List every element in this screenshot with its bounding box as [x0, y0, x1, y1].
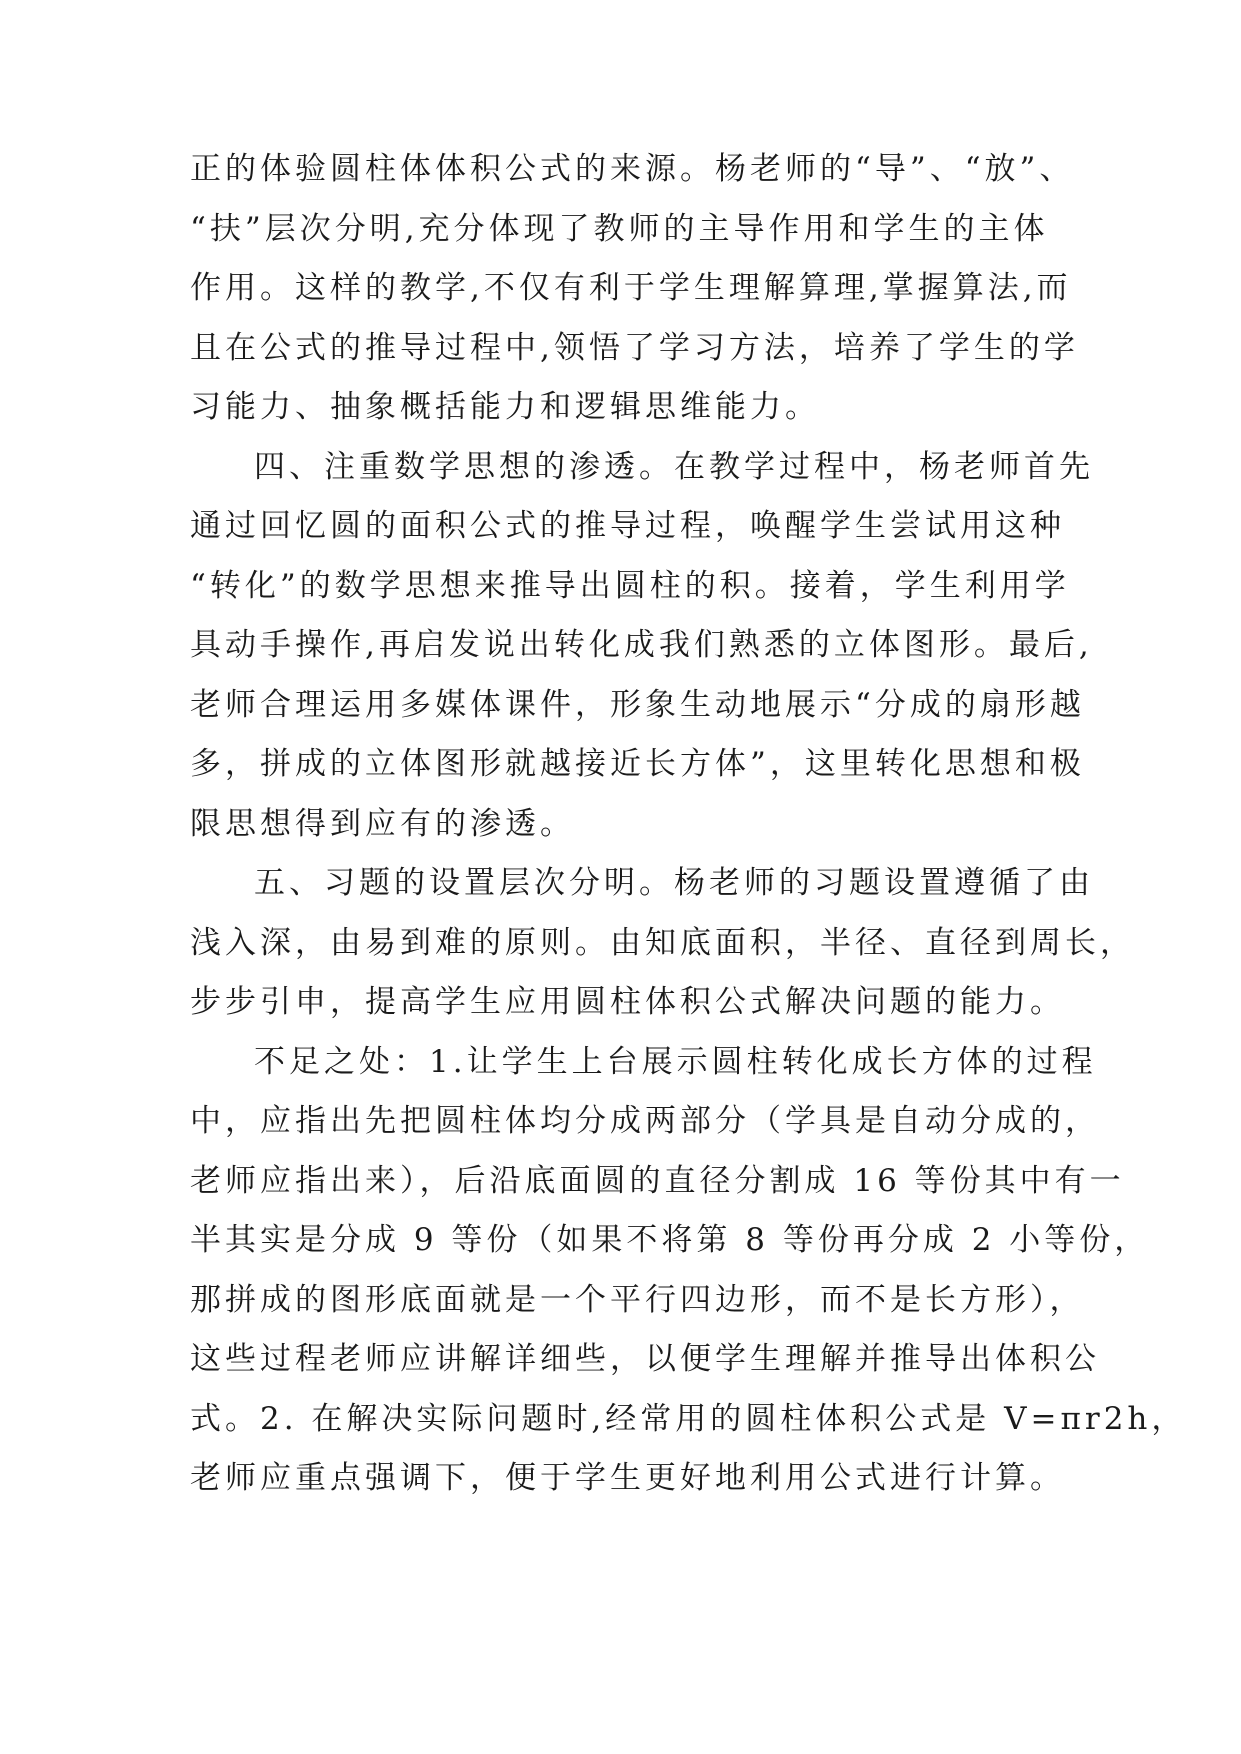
text-line: 老师应指出来），后沿底面圆的直径分割成 16 等份其中有一 [190, 1162, 1125, 1199]
text-line: 习能力、抽象概括能力和逻辑思维能力。 [190, 389, 820, 425]
text-line: 中，应指出先把圆柱体均分成两部分（学具是自动分成的， [190, 1103, 1100, 1139]
text-line: “转化”的数学思想来推导出圆柱的积。接着，学生利用学 [190, 567, 1070, 604]
text-line: 这些过程老师应讲解详细些，以便学生理解并推导出体积公 [190, 1341, 1100, 1377]
text-line: 作用。这样的教学,不仅有利于学生理解算理,掌握算法,而 [190, 270, 1072, 306]
text-line: 步步引申，提高学生应用圆柱体积公式解决问题的能力。 [190, 984, 1065, 1020]
text-line: 限思想得到应有的渗透。 [190, 805, 575, 842]
text-line: 且在公式的推导过程中,领悟了学习方法，培养了学生的学 [190, 329, 1079, 366]
paragraph-start-line: 四、注重数学思想的渗透。在教学过程中，杨老师首先 [254, 448, 1094, 485]
text-line: 老师合理运用多媒体课件，形象生动地展示“分成的扇形越 [190, 686, 1085, 723]
text-line: 具动手操作,再启发说出转化成我们熟悉的立体图形。最后, [190, 627, 1093, 663]
text-line: 式。2. 在解决实际问题时,经常用的圆柱体积公式是 V=πr2h， [190, 1400, 1187, 1437]
paragraph-start-line: 不足之处：1.让学生上台展示圆柱转化成长方体的过程 [254, 1043, 1097, 1080]
body-text [190, 140, 1187, 1509]
text-line: 半其实是分成 9 等份（如果不将第 8 等份再分成 2 小等份， [190, 1222, 1150, 1258]
text-line: 浅入深，由易到难的原则。由知底面积，半径、直径到周长， [190, 924, 1135, 961]
text-line: “扶”层次分明,充分体现了教师的主导作用和学生的主体 [190, 210, 1049, 247]
text-line: 通过回忆圆的面积公式的推导过程，唤醒学生尝试用这种 [190, 508, 1065, 544]
paragraph-start-line: 五、习题的设置层次分明。杨老师的习题设置遵循了由 [254, 865, 1094, 901]
text-line: 那拼成的图形底面就是一个平行四边形，而不是长方形）， [190, 1281, 1085, 1318]
text-line: 老师应重点强调下，便于学生更好地利用公式进行计算。 [190, 1460, 1065, 1496]
text-line: 多，拼成的立体图形就越接近长方体”，这里转化思想和极 [190, 746, 1085, 782]
text-line: 正的体验圆柱体体积公式的来源。杨老师的“导”、“放”、 [190, 151, 1075, 187]
